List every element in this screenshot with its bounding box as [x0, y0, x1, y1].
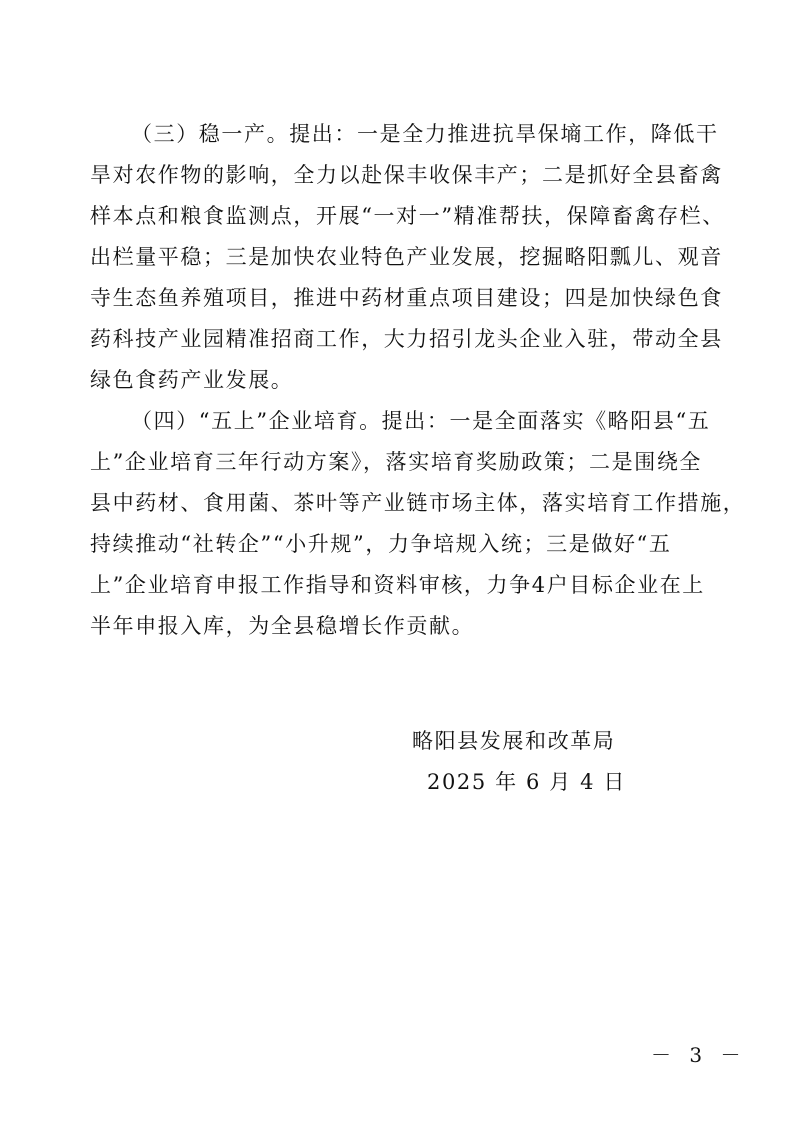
text-line: 上”企业培育三年行动方案》，落实培育奖励政策；二是围绕全 [90, 450, 703, 474]
text-line: 药科技产业园精准招商工作，大力招引龙头企业入驻，带动全县 [90, 327, 723, 351]
text-line: 旱对农作物的影响，全力以赴保丰收保丰产；二是抓好全县畜禽 [90, 163, 723, 187]
text-line: 上”企业培育申报工作指导和资料审核，力争4户目标企业在上 [90, 573, 705, 597]
text-line: 半年申报入库，为全县稳增长作贡献。 [90, 614, 475, 638]
text-line: 县中药材、食用菌、茶叶等产业链市场主体，落实培育工作措施， [90, 491, 746, 515]
text-line: （三）稳一产。提出：一是全力推进抗旱保墒工作，降低干 [131, 122, 719, 146]
page-number: － 3 － [651, 1043, 747, 1067]
signature-date: 2025 年 6 月 4 日 [427, 770, 626, 794]
text-line: 持续推动“社转企”“小升规”，力争培规入统；三是做好“五 [90, 532, 672, 556]
text-line: 寺生态鱼养殖项目，推进中药材重点项目建设；四是加快绿色食 [90, 286, 723, 310]
signature-organization: 略阳县发展和改革局 [412, 729, 616, 753]
text-line: 样本点和粮食监测点，开展“一对一”精准帮扶，保障畜禽存栏、 [90, 204, 725, 228]
text-line: 出栏量平稳；三是加快农业特色产业发展，挖掘略阳瓢儿、观音 [90, 245, 723, 269]
text-line: 绿色食药产业发展。 [90, 368, 294, 392]
text-line: （四）“五上”企业培育。提出：一是全面落实《略阳县“五 [131, 409, 711, 433]
